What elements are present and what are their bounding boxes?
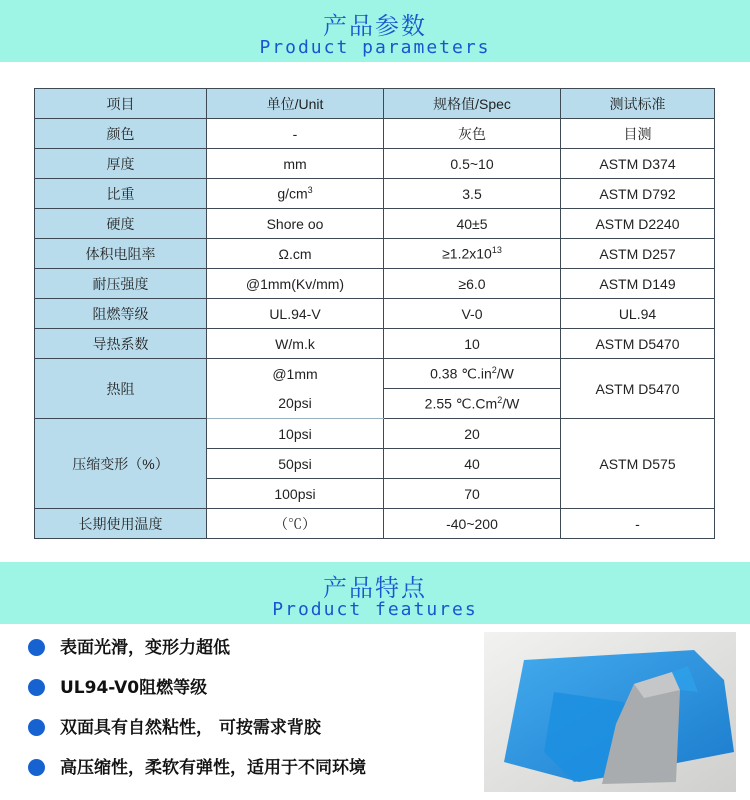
feature-item: [22, 708, 482, 748]
standard-cell: -: [561, 509, 715, 539]
header-unit: 单位/Unit: [207, 89, 384, 119]
feature-text: UL94-V0阻燃等级: [60, 678, 208, 698]
spec-cell: 20: [384, 419, 561, 449]
feature-item: [22, 628, 482, 668]
unit-cell: W/m.k: [207, 329, 384, 359]
spec-exponent: 13: [491, 245, 502, 256]
table-row: [35, 329, 715, 359]
spec-cell: 40: [384, 449, 561, 479]
spec-cell: -40~200: [384, 509, 561, 539]
standard-cell: ASTM D257: [561, 239, 715, 269]
feature-text: 双面具有自然粘性， 可按需求背胶: [60, 718, 321, 738]
row-label: 阻燃等级: [35, 299, 207, 329]
bullet-dot-icon: [28, 679, 45, 696]
standard-cell: ASTM D5470: [561, 329, 715, 359]
params-title-cn: 产品参数: [323, 12, 427, 40]
spec-cell: [384, 389, 561, 419]
spec-cell: 40±5: [384, 209, 561, 239]
unit-cell: UL.94-V: [207, 299, 384, 329]
spec-cell: 灰色: [384, 119, 561, 149]
table-row: [35, 509, 715, 539]
unit-cell: （℃）: [207, 509, 384, 539]
table-header-row: [35, 89, 715, 119]
table-row: [35, 119, 715, 149]
standard-cell: ASTM D374: [561, 149, 715, 179]
standard-cell: ASTM D792: [561, 179, 715, 209]
unit-cell: 50psi: [207, 449, 384, 479]
row-label: 长期使用温度: [35, 509, 207, 539]
spec-cell: 10: [384, 329, 561, 359]
standard-cell: UL.94: [561, 299, 715, 329]
unit-cell: Shore oo: [207, 209, 384, 239]
features-title-cn: 产品特点: [323, 574, 427, 602]
row-label: 热阻: [35, 359, 207, 419]
feature-item: [22, 748, 482, 788]
header-item: 项目: [35, 89, 207, 119]
unit-cell: @1mm: [207, 359, 384, 389]
params-banner: [0, 0, 750, 62]
row-label: 耐压强度: [35, 269, 207, 299]
spec-table: [34, 88, 715, 539]
spec-cell: [384, 239, 561, 269]
spec-cell: 70: [384, 479, 561, 509]
spec-base: 2.55 ℃.Cm: [424, 395, 498, 412]
bullet-dot-icon: [28, 719, 45, 736]
unit-cell: -: [207, 119, 384, 149]
spec-base: 0.38 ℃.in: [430, 365, 492, 382]
spec-tail: /W: [496, 365, 514, 382]
standard-cell: ASTM D149: [561, 269, 715, 299]
unit-cell: Ω.cm: [207, 239, 384, 269]
standard-cell: ASTM D5470: [561, 359, 715, 419]
spec-exponent: 2: [497, 394, 503, 405]
table-row: [35, 239, 715, 269]
table-row: [35, 359, 715, 389]
header-spec: 规格值/Spec: [384, 89, 561, 119]
row-label: 颜色: [35, 119, 207, 149]
spec-base: ≥1.2x10: [442, 245, 492, 262]
unit-cell: 100psi: [207, 479, 384, 509]
feature-text: 高压缩性，柔软有弹性，适用于不同环境: [60, 758, 366, 778]
unit-cell: 20psi: [207, 389, 384, 419]
row-label: 导热系数: [35, 329, 207, 359]
spec-cell: [384, 359, 561, 389]
table-row: [35, 209, 715, 239]
bullet-dot-icon: [28, 639, 45, 656]
unit-cell: 10psi: [207, 419, 384, 449]
table-row: [35, 419, 715, 449]
features-banner: [0, 562, 750, 624]
standard-cell: 目测: [561, 119, 715, 149]
standard-cell: ASTM D575: [561, 419, 715, 509]
feature-text: 表面光滑，变形力超低: [60, 638, 230, 658]
unit-exponent: 3: [307, 185, 313, 196]
spec-cell: V-0: [384, 299, 561, 329]
film-illustration: [484, 632, 736, 792]
row-label: 压缩变形（%）: [35, 419, 207, 509]
table-row: [35, 149, 715, 179]
feature-list: [22, 628, 482, 788]
row-label: 比重: [35, 179, 207, 209]
table-row: [35, 179, 715, 209]
table-row: [35, 269, 715, 299]
params-title-en: Product parameters: [259, 37, 491, 58]
feature-item: [22, 668, 482, 708]
product-photo: [484, 632, 736, 792]
unit-cell: @1mm(Kv/mm): [207, 269, 384, 299]
spec-cell: 0.5~10: [384, 149, 561, 179]
unit-base: g/cm: [277, 185, 308, 202]
row-label: 硬度: [35, 209, 207, 239]
unit-cell: [207, 179, 384, 209]
table-row: [35, 299, 715, 329]
header-standard: 测试标准: [561, 89, 715, 119]
spec-exponent: 2: [491, 364, 497, 375]
standard-cell: ASTM D2240: [561, 209, 715, 239]
unit-cell: mm: [207, 149, 384, 179]
row-label: 体积电阻率: [35, 239, 207, 269]
spec-cell: ≥6.0: [384, 269, 561, 299]
spec-cell: 3.5: [384, 179, 561, 209]
spec-tail: /W: [502, 395, 520, 412]
features-title-en: Product features: [272, 599, 478, 620]
row-label: 厚度: [35, 149, 207, 179]
bullet-dot-icon: [28, 759, 45, 776]
